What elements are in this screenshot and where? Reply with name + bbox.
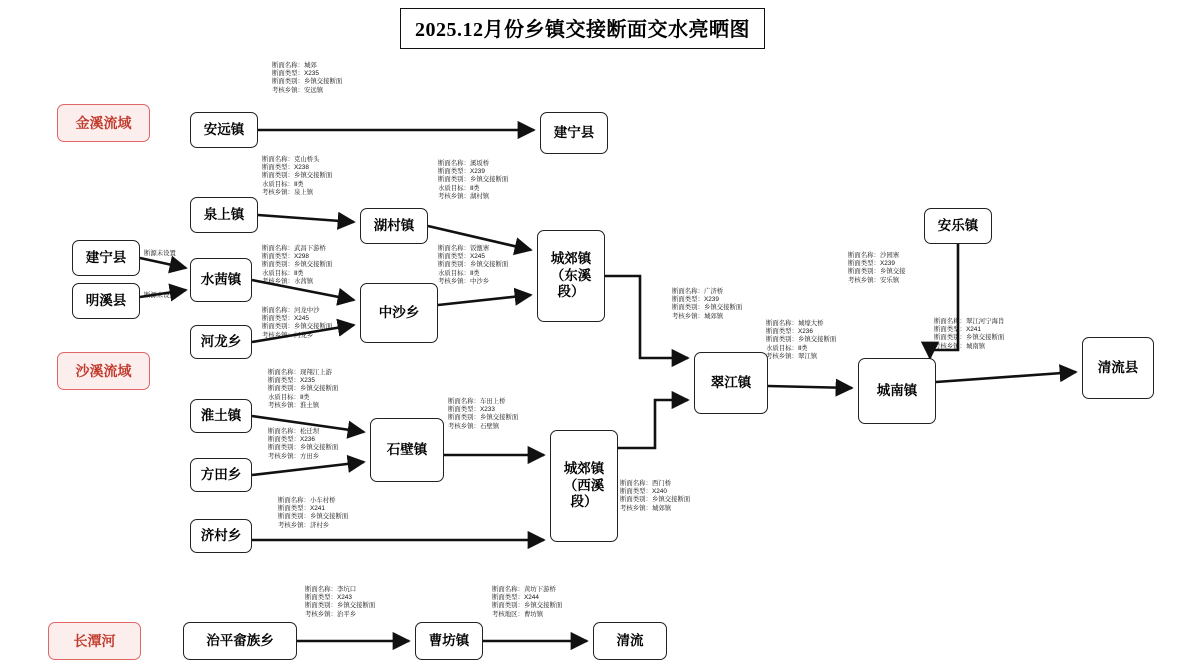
annotation-field: 断面名称：现翔江上游 bbox=[268, 369, 332, 376]
node-hucun[interactable] bbox=[360, 208, 428, 244]
node-chengjiao-dongxi[interactable] bbox=[537, 230, 605, 322]
edge-label-mingxi-source: 断源未设置 bbox=[144, 292, 176, 299]
node-label: 河龙乡 bbox=[200, 333, 242, 349]
annotation-field: 断面类型：X243 bbox=[305, 594, 352, 602]
annotation-field: 断面类型：X244 bbox=[492, 594, 539, 602]
annotation-field: 断面类别：乡镇交接断面 bbox=[272, 78, 343, 86]
annotation-field: 断面类型：X239 bbox=[438, 168, 485, 176]
node-fangtian[interactable] bbox=[190, 458, 252, 492]
annotation-field: 考核乡镇：淮土镇 bbox=[268, 401, 320, 409]
node-quanshang[interactable] bbox=[190, 197, 258, 233]
section-annotation bbox=[492, 586, 562, 619]
annotation-field: 断面名称：翠江河宁海肖 bbox=[934, 318, 1005, 325]
node-label: 翠江镇 bbox=[710, 374, 752, 390]
annotation-field: 断面类型：X233 bbox=[448, 406, 495, 414]
annotation-field: 考核乡镇：水茜镇 bbox=[262, 277, 314, 285]
annotation-field: 断面类别：乡镇交接断面 bbox=[268, 385, 339, 393]
annotation-field: 断面名称：李坑口 bbox=[305, 586, 357, 593]
annotation-field: 考核乡镇：济村乡 bbox=[278, 521, 330, 529]
node-label: 治平畲族乡 bbox=[206, 632, 274, 648]
section-annotation bbox=[438, 160, 508, 201]
annotation-field: 水质目标：Ⅱ类 bbox=[766, 344, 808, 352]
section-annotation bbox=[848, 252, 906, 285]
annotation-field: 考核乡镇：河龙乡 bbox=[262, 331, 314, 339]
annotation-field: 考核乡镇：治平乡 bbox=[305, 610, 357, 618]
node-label: 城郊镇（东溪段） bbox=[550, 250, 592, 300]
section-annotation bbox=[268, 369, 338, 410]
node-label: 建宁县 bbox=[85, 249, 127, 265]
node-label: 清流 bbox=[616, 632, 644, 648]
node-zhongsha[interactable] bbox=[360, 283, 438, 343]
annotation-field: 断面类别：乡镇交接断面 bbox=[262, 172, 333, 180]
node-anyuan[interactable] bbox=[190, 112, 258, 148]
annotation-field: 断面类型：X236 bbox=[766, 328, 813, 336]
annotation-field: 断面类别：乡镇交接断面 bbox=[438, 261, 509, 269]
annotation-field: 断面类别：乡镇交接断面 bbox=[268, 444, 339, 452]
annotation-field: 水质目标：Ⅱ类 bbox=[268, 393, 310, 401]
annotation-field: 断面类别：乡镇交接断面 bbox=[766, 336, 837, 344]
node-label: 清流县 bbox=[1097, 359, 1139, 375]
basin-tag-shaxi bbox=[57, 352, 150, 390]
annotation-field: 考核乡镇：中沙乡 bbox=[438, 277, 490, 285]
annotation-field: 断面名称：武昌下游桥 bbox=[262, 245, 326, 252]
annotation-field: 断面类型：X245 bbox=[262, 315, 309, 323]
node-label: 曹坊镇 bbox=[428, 632, 470, 648]
annotation-field: 断面类型：X238 bbox=[262, 164, 309, 172]
annotation-field: 断面类型：X245 bbox=[438, 253, 485, 261]
section-annotation bbox=[262, 307, 332, 340]
node-qingliu-county[interactable] bbox=[1082, 337, 1154, 399]
annotation-field: 断面类型：X235 bbox=[268, 377, 315, 385]
annotation-field: 考核乡镇：方田乡 bbox=[268, 452, 320, 460]
annotation-field: 断面类型：X241 bbox=[934, 326, 981, 334]
annotation-field: 考核乡镇：安远镇 bbox=[272, 86, 324, 94]
annotation-field: 断面名称：广济桥 bbox=[672, 288, 724, 295]
annotation-field: 断面名称：克山桥头 bbox=[262, 156, 320, 163]
section-annotation bbox=[268, 428, 338, 461]
node-label: 安远镇 bbox=[203, 121, 245, 137]
annotation-field: 考核乡镇：城郊镇 bbox=[672, 312, 724, 320]
section-annotation bbox=[305, 586, 375, 619]
node-zhiping[interactable] bbox=[183, 622, 297, 660]
annotation-field: 考核乡镇：翠江镇 bbox=[766, 352, 818, 360]
node-anle[interactable] bbox=[924, 208, 992, 244]
annotation-field: 考核乡镇：城南镇 bbox=[934, 342, 986, 350]
node-caofang[interactable] bbox=[415, 622, 483, 660]
node-chengnan[interactable] bbox=[858, 358, 936, 424]
node-label: 济村乡 bbox=[200, 527, 242, 543]
node-qingliu[interactable] bbox=[593, 622, 667, 660]
edge-label-jianning-source: 断源未设置 bbox=[144, 250, 176, 257]
annotation-field: 断面类别：乡镇交接断面 bbox=[620, 496, 691, 504]
node-label: 城郊镇（西溪段） bbox=[563, 460, 605, 510]
annotation-field: 考核乡镇：城郊镇 bbox=[620, 504, 672, 512]
node-label: 泉上镇 bbox=[203, 206, 245, 222]
section-annotation bbox=[620, 480, 690, 513]
annotation-field: 断面名称：河龙中沙 bbox=[262, 307, 320, 314]
annotation-field: 断面名称：沙园寨 bbox=[848, 252, 900, 259]
annotation-field: 水质目标：Ⅱ类 bbox=[438, 269, 480, 277]
section-annotation bbox=[272, 62, 342, 95]
annotation-field: 考核乡镇：泉上镇 bbox=[262, 188, 314, 196]
node-mingxi[interactable] bbox=[72, 283, 140, 319]
basin-tag-changtan bbox=[48, 622, 141, 660]
node-helong[interactable] bbox=[190, 325, 252, 359]
section-annotation bbox=[278, 497, 348, 530]
node-label: 城南镇 bbox=[876, 382, 918, 398]
annotation-field: 断面类别：乡镇交接断面 bbox=[672, 304, 743, 312]
annotation-field: 断面类别：乡镇交接断面 bbox=[262, 261, 333, 269]
node-label: 湖村镇 bbox=[373, 217, 415, 233]
annotation-field: 断面类别：乡镇交接断面 bbox=[262, 323, 333, 331]
annotation-field: 水质目标：Ⅱ类 bbox=[438, 184, 480, 192]
section-annotation bbox=[262, 156, 332, 197]
annotation-field: 断面名称：西门桥 bbox=[620, 480, 672, 487]
annotation-field: 断面类型：X236 bbox=[268, 436, 315, 444]
annotation-field: 断面类型：X241 bbox=[278, 505, 325, 513]
annotation-field: 断面类别：乡镇交接断面 bbox=[305, 602, 376, 610]
node-label: 水茜镇 bbox=[200, 271, 242, 287]
basin-label: 长潭河 bbox=[73, 633, 116, 649]
annotation-field: 断面名称：松迁坝 bbox=[268, 428, 320, 435]
node-label: 安乐镇 bbox=[937, 217, 979, 233]
basin-tag-jinxi bbox=[57, 104, 150, 142]
node-label: 建宁县 bbox=[553, 124, 595, 140]
node-huaitu[interactable] bbox=[190, 399, 252, 433]
page-title: 2025.12月份乡镇交接断面交水亮晒图 bbox=[400, 8, 765, 49]
annotation-field: 考核乡镇：湖村镇 bbox=[438, 192, 490, 200]
annotation-field: 断面类型：X239 bbox=[672, 296, 719, 304]
node-label: 中沙乡 bbox=[378, 304, 420, 320]
annotation-field: 断面类型：X298 bbox=[262, 253, 309, 261]
node-label: 方田乡 bbox=[200, 466, 242, 482]
node-label: 明溪县 bbox=[85, 292, 127, 308]
annotation-field: 考核乡镇：安乐镇 bbox=[848, 276, 900, 284]
annotation-field: 断面类别：乡镇交接 bbox=[848, 268, 906, 276]
annotation-field: 断面类型：X239 bbox=[848, 260, 895, 268]
basin-label: 沙溪流域 bbox=[75, 363, 132, 379]
section-annotation bbox=[934, 318, 1004, 351]
annotation-field: 断面名称：溪坂桥 bbox=[438, 160, 490, 167]
section-annotation bbox=[448, 398, 518, 431]
section-annotation bbox=[438, 245, 508, 286]
annotation-field: 断面名称：车田上桥 bbox=[448, 398, 506, 405]
annotation-field: 断面名称：城壕大桥 bbox=[766, 320, 824, 327]
node-cuijiang[interactable] bbox=[694, 352, 768, 414]
annotation-field: 断面名称：小车村桥 bbox=[278, 497, 336, 504]
section-annotation bbox=[262, 245, 332, 286]
annotation-field: 考核乡镇：石壁镇 bbox=[448, 422, 500, 430]
annotation-field: 断面类型：X240 bbox=[620, 488, 667, 496]
node-jianning-right[interactable] bbox=[540, 112, 608, 154]
annotation-field: 考核地区：曹坊镇 bbox=[492, 610, 544, 618]
annotation-field: 断面类别：乡镇交接断面 bbox=[492, 602, 563, 610]
annotation-field: 断面类别：乡镇交接断面 bbox=[438, 176, 509, 184]
node-jicun[interactable] bbox=[190, 519, 252, 553]
annotation-field: 水质目标：Ⅱ类 bbox=[262, 180, 304, 188]
section-annotation bbox=[672, 288, 742, 321]
node-jianning-left[interactable] bbox=[72, 240, 140, 276]
annotation-field: 断面名称：城郊 bbox=[272, 62, 317, 69]
node-shuixi[interactable] bbox=[190, 258, 252, 302]
annotation-field: 断面名称：饭甑寨 bbox=[438, 245, 490, 252]
annotation-field: 断面名称：黄坊下游桥 bbox=[492, 586, 556, 593]
section-annotation bbox=[766, 320, 836, 361]
node-label: 淮土镇 bbox=[200, 407, 242, 423]
annotation-field: 断面类型：X235 bbox=[272, 70, 319, 78]
annotation-field: 水质目标：Ⅱ类 bbox=[262, 269, 304, 277]
annotation-field: 断面类别：乡镇交接断面 bbox=[448, 414, 519, 422]
node-chengjiao-xixi[interactable] bbox=[550, 430, 618, 542]
basin-label: 金溪流域 bbox=[75, 115, 132, 131]
annotation-field: 断面类别：乡镇交接断面 bbox=[278, 513, 349, 521]
node-label: 石壁镇 bbox=[386, 441, 428, 457]
node-shibi[interactable] bbox=[370, 418, 444, 482]
annotation-field: 断面类别：乡镇交接断面 bbox=[934, 334, 1005, 342]
